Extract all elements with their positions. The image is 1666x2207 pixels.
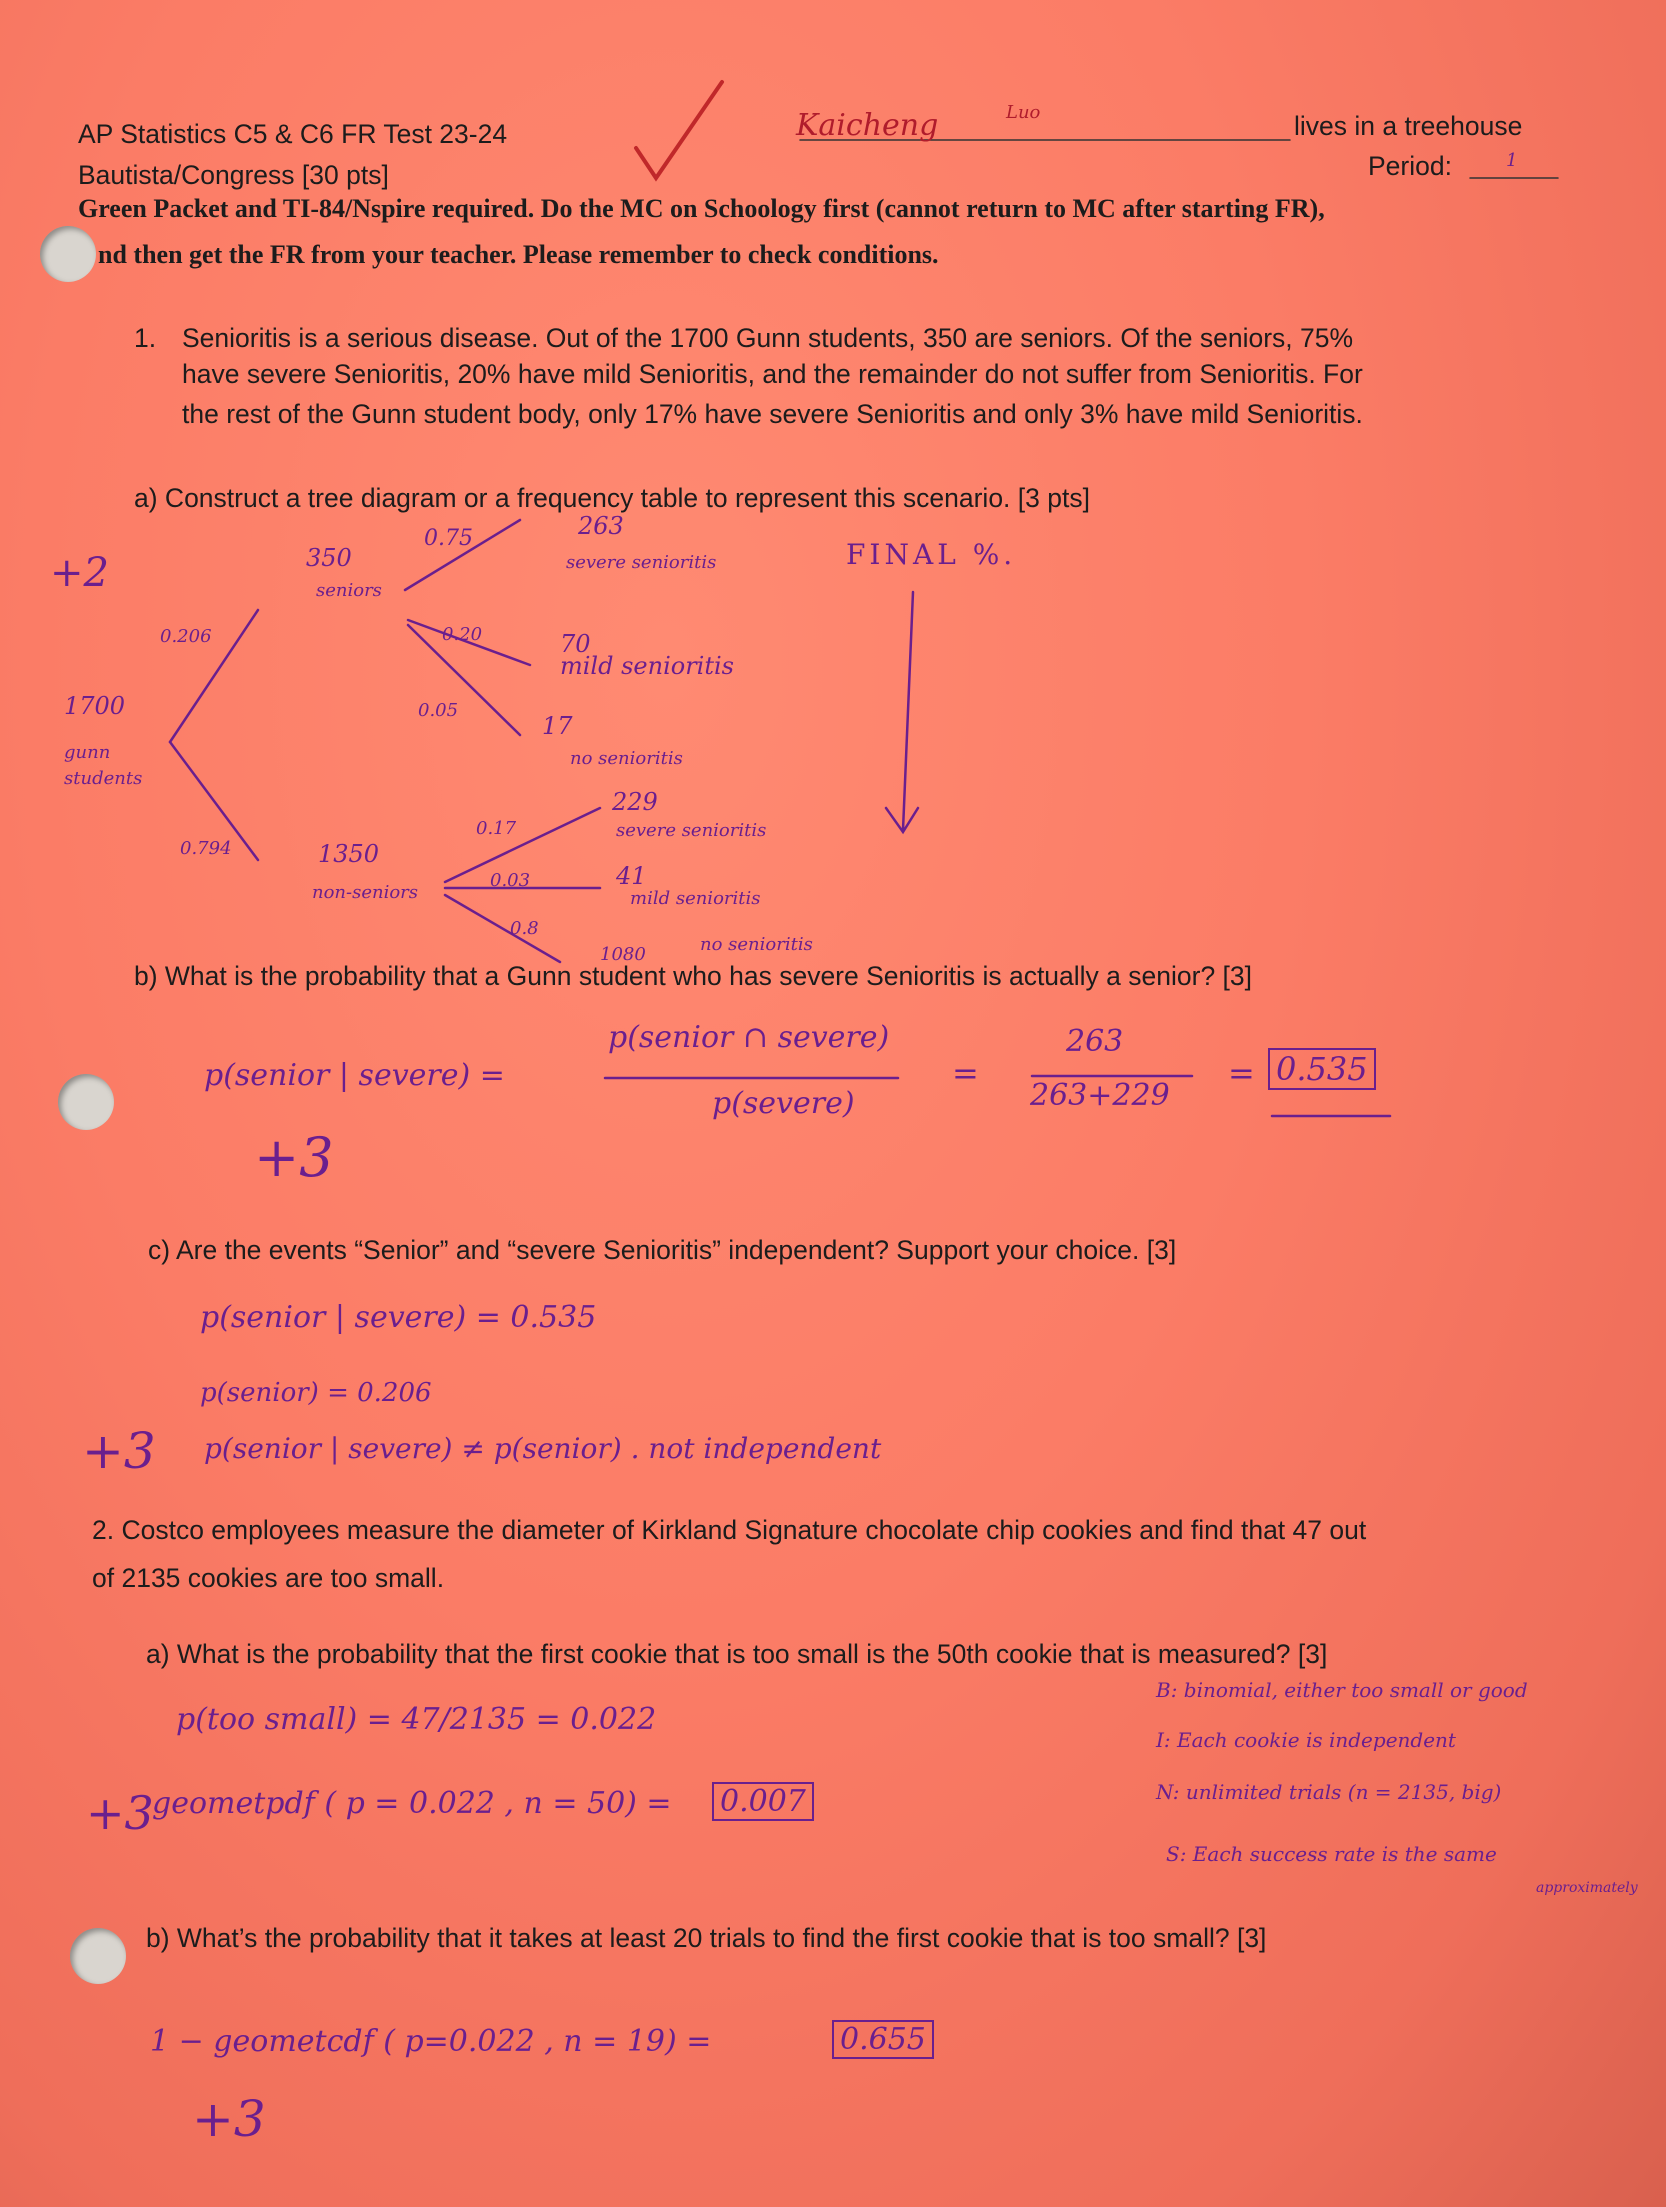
q1c-line-3: p(senior | severe) ≠ p(senior) . not independent — [204, 1432, 882, 1465]
score-q2a: +3 — [86, 1786, 154, 1840]
tree-n-mild-label: mild senioritis — [630, 888, 761, 909]
q1b-prompt: b) What is the probability that a Gunn student who has severe Senioritis is actually a senior? [3] — [134, 961, 1253, 991]
tree-s-none-label: no senioritis — [570, 748, 683, 769]
tree-n-none-count: 1080 — [600, 944, 646, 965]
tree-s-none-count: 17 — [542, 712, 573, 740]
score-q1c: +3 — [82, 1422, 156, 1480]
tree-p-s-none: 0.05 — [418, 700, 459, 721]
tree-n-none-label: no senioritis — [700, 934, 813, 955]
q1-text-2: have severe Senioritis, 20% have mild Senioritis, and the remainder do not suffer from Senioritis. For — [182, 359, 1363, 389]
checkmark-icon — [636, 82, 722, 178]
tree-p-s-mild: 0.20 — [442, 624, 483, 645]
tree-p-nonsenior: 0.794 — [180, 838, 232, 859]
tree-root-label-1: gunn — [64, 742, 111, 763]
tree-p-n-mild: 0.03 — [490, 870, 531, 891]
q2b-line-1: 1 − geometcdf ( p=0.022 , n = 19) = — [150, 2024, 712, 2059]
period-value: 1 — [1506, 150, 1518, 171]
tree-s-mild-count: 70 — [560, 630, 591, 658]
q2-text-1: 2. Costco employees measure the diameter of Kirkland Signature chocolate chip cookies and find that 47 out — [92, 1515, 1367, 1545]
q2-text-2: of 2135 cookies are too small. — [92, 1563, 445, 1593]
q2a-answer: 0.007 — [712, 1782, 814, 1821]
tree-p-s-severe: 0.75 — [424, 526, 473, 551]
teacher-points: Bautista/Congress [30 pts] — [78, 160, 389, 190]
tree-seniors-count: 350 — [306, 544, 352, 572]
tree-n-severe-label: severe senioritis — [616, 820, 767, 841]
condition-binomial: B: binomial, either too small or good — [1156, 1678, 1528, 1702]
q1b-numerator: p(senior ∩ severe) — [608, 1020, 890, 1055]
q1b-numerator-2: 263 — [1066, 1024, 1124, 1059]
tree-root-count: 1700 — [64, 692, 126, 720]
q2a-line-2: geometpdf ( p = 0.022 , n = 50) = — [152, 1786, 672, 1821]
q1a-prompt: a) Construct a tree diagram or a frequency table to represent this scenario. [3 pts] — [134, 483, 1090, 513]
condition-trials: N: unlimited trials (n = 2135, big) — [1156, 1780, 1502, 1804]
tree-s-mild-label: mild senioritis — [560, 652, 734, 680]
condition-success: S: Each success rate is the same — [1166, 1842, 1497, 1866]
tree-s-severe-count: 263 — [578, 512, 624, 540]
instructions-line-2: nd then get the FR from your teacher. Please remember to check conditions. — [98, 240, 939, 269]
q1b-equals-2: = — [1228, 1054, 1255, 1092]
student-first-name: Kaicheng — [796, 108, 939, 143]
score-q2b: +3 — [192, 2090, 266, 2148]
arrow-down-icon — [886, 592, 918, 832]
q1c-prompt: c) Are the events “Senior” and “severe Senioritis” independent? Support your choice. [3] — [148, 1235, 1177, 1265]
tree-p-n-none: 0.8 — [510, 918, 539, 939]
q1c-line-2: p(senior) = 0.206 — [200, 1378, 432, 1408]
q1b-denominator: p(severe) — [712, 1086, 855, 1121]
condition-success-note: approximately — [1536, 1880, 1638, 1896]
tree-nonseniors-count: 1350 — [318, 840, 380, 868]
tree-nonseniors-label: non-seniors — [312, 882, 419, 903]
q1b-answer: 0.535 — [1268, 1048, 1376, 1090]
q2b-answer: 0.655 — [832, 2020, 934, 2059]
q2a-prompt: a) What is the probability that the first cookie that is too small is the 50th cookie that is measured? [3] — [146, 1639, 1328, 1669]
q1c-line-1: p(senior | severe) = 0.535 — [200, 1300, 597, 1335]
condition-independent: I: Each cookie is independent — [1156, 1728, 1456, 1752]
tree-n-severe-count: 229 — [612, 788, 658, 816]
period-label: Period: — [1368, 151, 1452, 181]
student-last-name: Luo — [1006, 102, 1041, 123]
tree-branch-nonsenior-none — [445, 895, 560, 962]
final-note: FINAL %. — [846, 538, 1017, 571]
tree-p-n-severe: 0.17 — [476, 818, 517, 839]
q1b-equals: = — [952, 1054, 979, 1092]
score-q1a: +2 — [50, 550, 109, 596]
name-note: lives in a treehouse — [1294, 111, 1523, 141]
instructions-line-1: Green Packet and TI-84/Nspire required. Do the MC on Schoology first (cannot return to MC after starting FR), — [78, 194, 1325, 223]
tree-p-senior: 0.206 — [160, 626, 212, 647]
q1-number: 1. — [134, 323, 157, 353]
q1b-denominator-2: 263+229 — [1030, 1078, 1170, 1113]
score-q1b: +3 — [254, 1126, 334, 1189]
q1b-lhs: p(senior | severe) = — [204, 1058, 505, 1093]
q2a-line-1: p(too small) = 47/2135 = 0.022 — [176, 1702, 657, 1737]
tree-n-mild-count: 41 — [616, 862, 647, 890]
q1-text-3: the rest of the Gunn student body, only 17% have severe Senioritis and only 3% have mild Senioritis. — [182, 399, 1363, 429]
course-title: AP Statistics C5 & C6 FR Test 23-24 — [78, 119, 508, 149]
tree-seniors-label: seniors — [316, 580, 382, 601]
tree-root-label-2: students — [64, 768, 143, 789]
q1-text-1: Senioritis is a serious disease. Out of the 1700 Gunn students, 350 are seniors. Of the seniors, 75% — [182, 323, 1354, 353]
q2b-prompt: b) What’s the probability that it takes at least 20 trials to find the first cookie that is too small? [3] — [146, 1923, 1267, 1953]
tree-s-severe-label: severe senioritis — [566, 552, 717, 573]
